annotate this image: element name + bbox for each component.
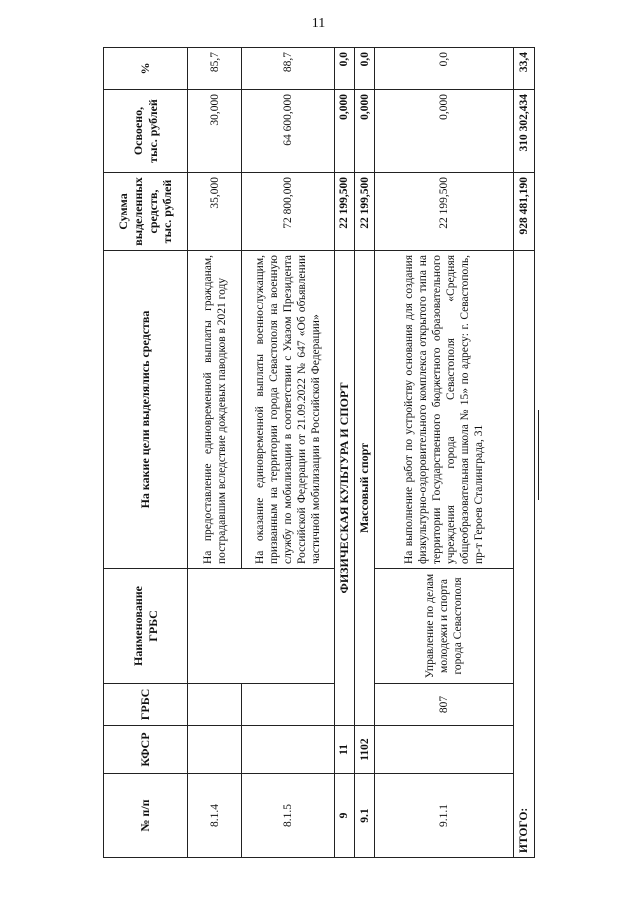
header-allocated: Сумма выделенных средств, тыс. рублей xyxy=(104,173,188,251)
row-num: 9.1.1 xyxy=(375,774,514,858)
row-kfsr xyxy=(188,726,242,774)
row-grbs: 807 xyxy=(375,684,514,726)
rotated-table-container xyxy=(103,48,535,858)
row-spent: 0,000 xyxy=(334,90,354,173)
section-row xyxy=(334,48,354,858)
row-grbs-name: Управление по делам молодежи и спорта города Севастополя xyxy=(375,569,514,684)
row-pct: 88,7 xyxy=(242,48,335,90)
row-spent: 0,000 xyxy=(375,90,514,173)
row-grbs xyxy=(242,684,335,726)
end-separator-line xyxy=(538,410,539,500)
row-num: 8.1.4 xyxy=(188,774,242,858)
row-allocated: 22 199,500 xyxy=(375,173,514,251)
budget-table xyxy=(103,47,535,858)
total-pct: 33,4 xyxy=(514,48,535,90)
row-num: 9.1 xyxy=(355,774,375,858)
header-kfsr: КФСР xyxy=(104,726,188,774)
header-pct: % xyxy=(104,48,188,90)
header-num: № п/п xyxy=(104,774,188,858)
row-purpose: На выполнение работ по устройству основания для создания физкультурно-оздоровительного комплекса открытого типа на территории Государственного бюджетного образовательного учреждения города Севастополя «Средняя общеобразовательная школа № 15» по адресу: г. Севастополь, пр-т Героев Сталинграда, 31 xyxy=(375,251,514,569)
total-row xyxy=(514,48,535,858)
subsection-title: Массовый спорт xyxy=(355,251,375,726)
row-kfsr: 11 xyxy=(334,726,354,774)
row-num: 9 xyxy=(334,774,354,858)
header-purpose: На какие цели выделялись средства xyxy=(104,251,188,569)
page-number: 11 xyxy=(311,16,326,31)
row-purpose: На предоставление единовременной выплаты гражданам, пострадавшим вследствие дождевых паводков в 2021 году xyxy=(188,251,242,569)
header-row xyxy=(104,48,188,858)
row-pct: 85,7 xyxy=(188,48,242,90)
row-spent: 30,000 xyxy=(188,90,242,173)
row-allocated: 72 800,000 xyxy=(242,173,335,251)
total-spent: 310 302,434 xyxy=(514,90,535,173)
row-grbs xyxy=(188,684,242,726)
row-grbs-name xyxy=(188,569,242,684)
row-allocated: 22 199,500 xyxy=(355,173,375,251)
row-pct: 0,0 xyxy=(355,48,375,90)
row-allocated: 22 199,500 xyxy=(334,173,354,251)
table-row xyxy=(242,48,335,858)
header-spent: Освоено, тыс. рублей xyxy=(104,90,188,173)
row-spent: 64 600,000 xyxy=(242,90,335,173)
header-grbs-name: Наименование ГРБС xyxy=(104,569,188,684)
table-row xyxy=(188,48,242,858)
row-kfsr xyxy=(242,726,335,774)
section-title: ФИЗИЧЕСКАЯ КУЛЬТУРА И СПОРТ xyxy=(334,251,354,726)
total-label: ИТОГО: xyxy=(514,251,535,858)
row-kfsr xyxy=(375,726,514,774)
row-kfsr: 1102 xyxy=(355,726,375,774)
row-purpose: На оказание единовременной выплаты военнослужащим, призванным на территории города Севастополя на военную службу по мобилизации в соответствии с Указом Президента Российской Федерации от 21.09.2022 № 647 «Об объявлении частичной мобилизации в Российской Федерации» xyxy=(242,251,335,569)
row-pct: 0,0 xyxy=(334,48,354,90)
header-grbs: ГРБС xyxy=(104,684,188,726)
subsection-row xyxy=(355,48,375,858)
total-allocated: 928 481,190 xyxy=(514,173,535,251)
table-row xyxy=(375,48,514,858)
row-pct: 0,0 xyxy=(375,48,514,90)
row-num: 8.1.5 xyxy=(242,774,335,858)
row-grbs-name xyxy=(242,569,335,684)
row-allocated: 35,000 xyxy=(188,173,242,251)
row-spent: 0,000 xyxy=(355,90,375,173)
